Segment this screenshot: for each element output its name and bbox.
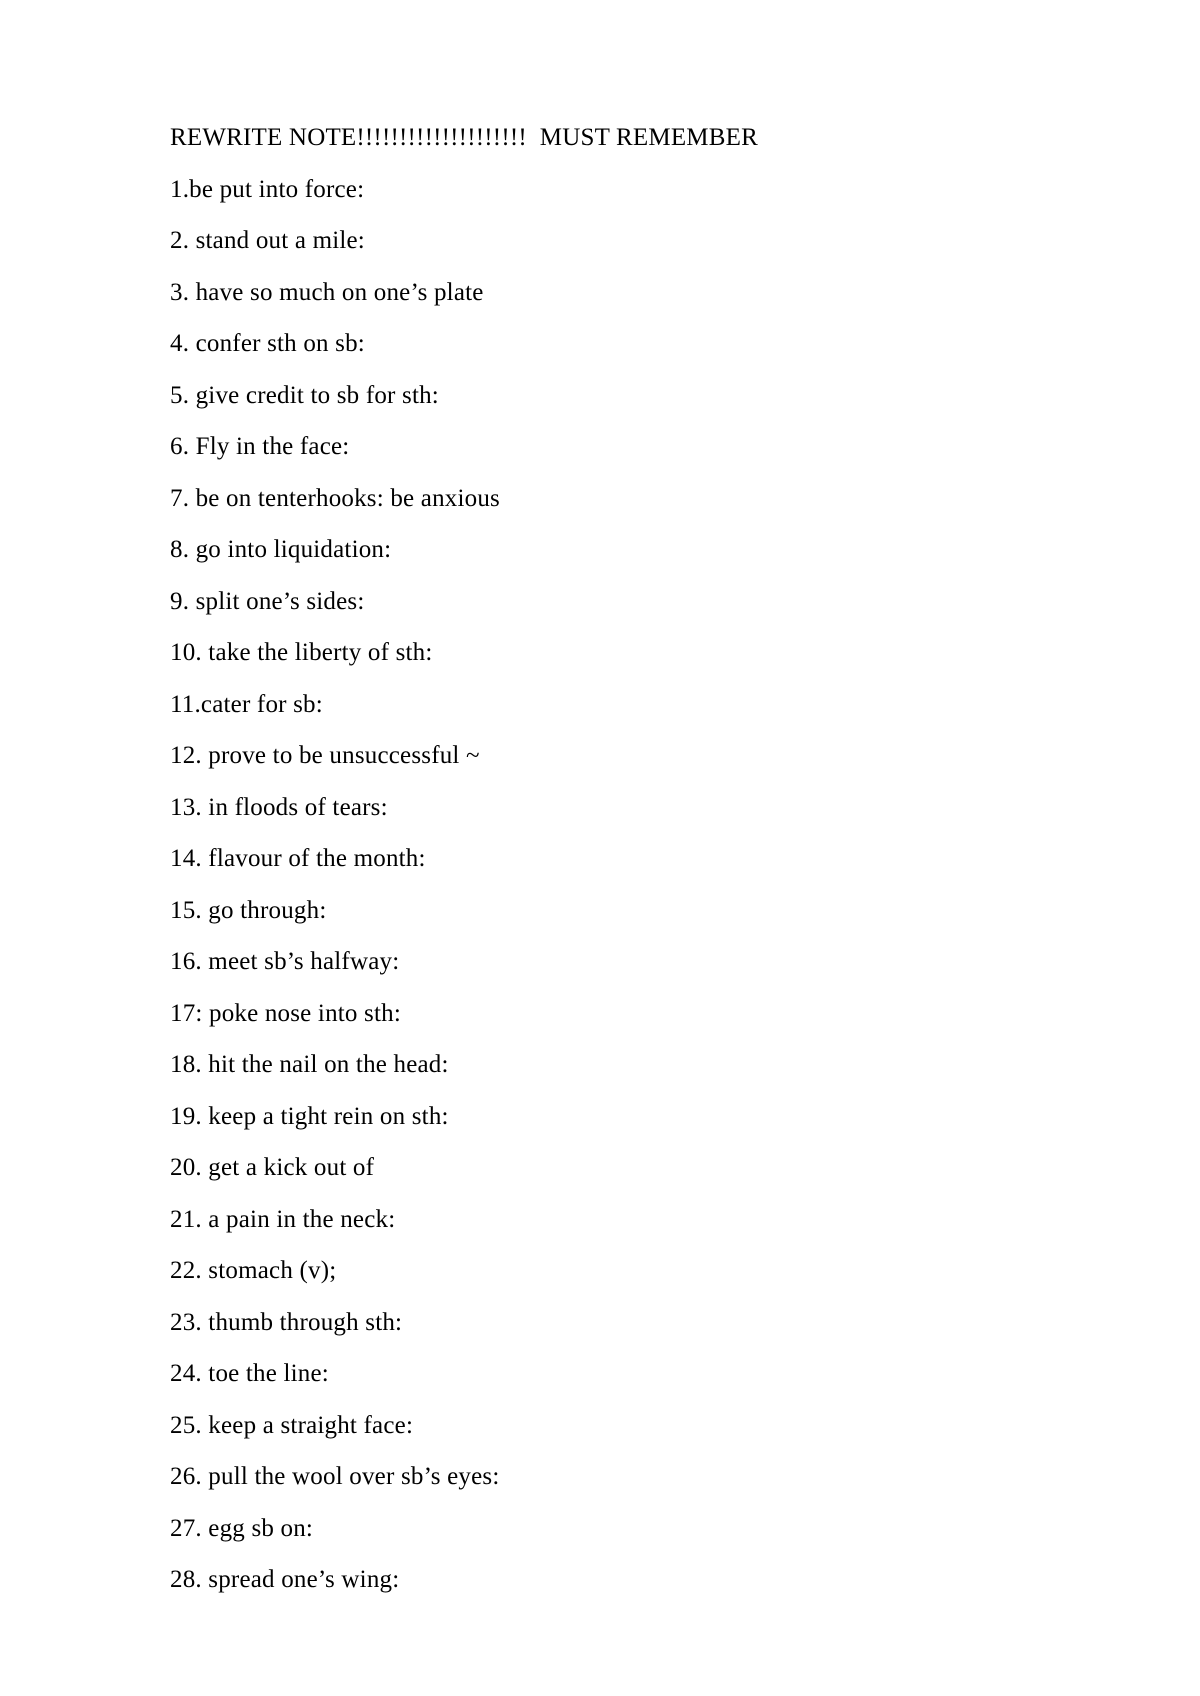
list-item: 5. give credit to sb for sth: — [170, 381, 439, 409]
list-item: 10. take the liberty of sth: — [170, 639, 433, 666]
list-item: 2. stand out a mile: — [170, 227, 365, 254]
list-item: 13. in floods of tears: — [170, 793, 388, 821]
list-item: 12. prove to be unsuccessful ~ — [170, 742, 480, 769]
list-item: 25. keep a straight face: — [170, 1411, 414, 1439]
list-item: 24. toe the line: — [170, 1360, 329, 1387]
list-item: 20. get a kick out of — [170, 1154, 375, 1181]
list-item: 6. Fly in the face: — [170, 433, 350, 460]
document-heading: REWRITE NOTE!!!!!!!!!!!!!!!!!!!! MUST REMEMBER — [170, 124, 758, 151]
list-item: 9. split one’s sides: — [170, 587, 365, 615]
list-item: 4. confer sth on sb: — [170, 330, 365, 357]
list-item: 23. thumb through sth: — [170, 1308, 403, 1336]
list-item: 17: poke nose into sth: — [170, 999, 401, 1027]
list-item: 21. a pain in the neck: — [170, 1205, 396, 1233]
list-item: 22. stomach (v); — [170, 1257, 337, 1284]
list-item: 3. have so much on one’s plate — [170, 278, 484, 306]
list-item: 27. egg sb on: — [170, 1514, 314, 1542]
list-item: 1.be put into force: — [170, 175, 365, 203]
list-item: 7. be on tenterhooks: be anxious — [170, 484, 500, 512]
list-item: 11.cater for sb: — [170, 690, 323, 718]
document-content — [170, 112, 1150, 1606]
list-item: 26. pull the wool over sb’s eyes: — [170, 1463, 500, 1490]
list-item: 18. hit the nail on the head: — [170, 1051, 449, 1078]
list-item: 19. keep a tight rein on sth: — [170, 1102, 449, 1130]
list-item: 15. go through: — [170, 896, 327, 924]
list-item: 28. spread one’s wing: — [170, 1566, 400, 1593]
list-item: 14. flavour of the month: — [170, 845, 426, 872]
list-item: 8. go into liquidation: — [170, 536, 392, 563]
idiom-list — [170, 164, 1150, 1606]
list-item: 16. meet sb’s halfway: — [170, 948, 400, 975]
